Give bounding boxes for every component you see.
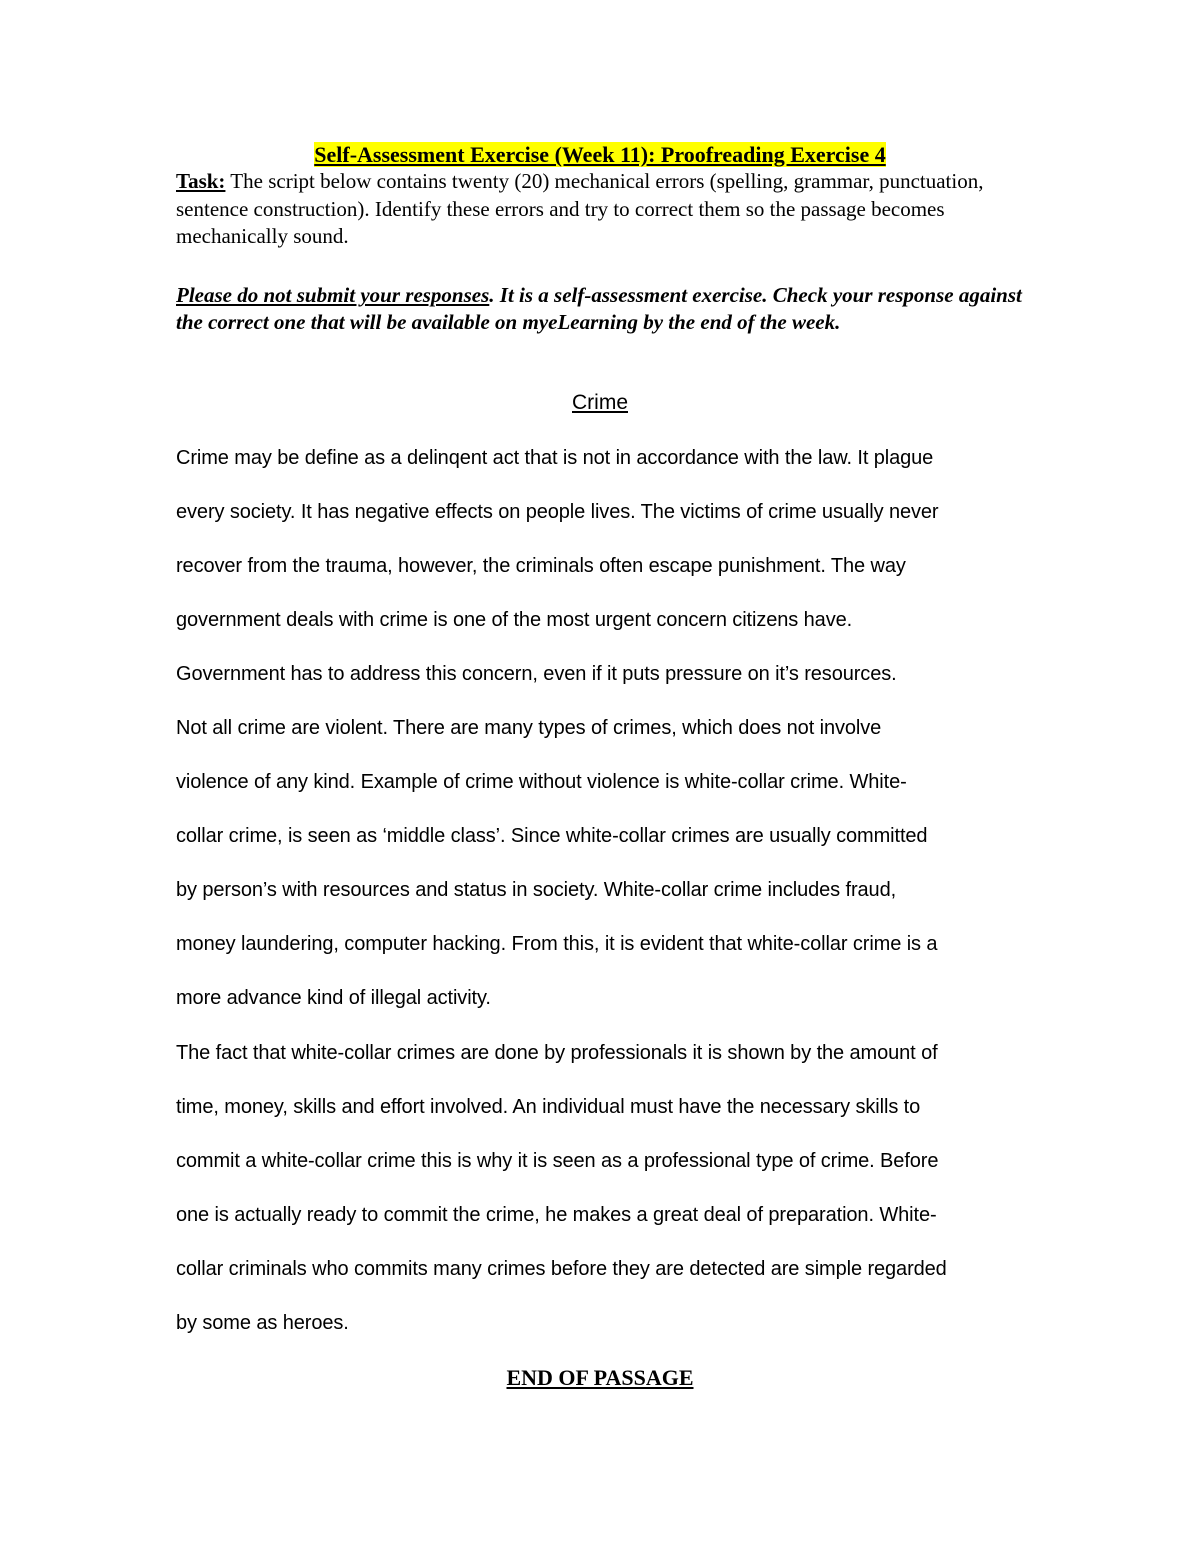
- exercise-title-text: Self-Assessment Exercise (Week 11): Proofreading Exercise 4: [314, 142, 886, 167]
- passage-line: time, money, skills and effort involved. An individual must have the necessary skills to: [176, 1096, 921, 1118]
- passage-line: collar criminals who commits many crimes before they are detected are simple regarded: [176, 1258, 947, 1280]
- task-text: The script below contains twenty (20) mechanical errors (spelling, grammar, punctuation, sentence construction). Identify these errors and try to correct them so the passage becomes mechanically sound.: [176, 169, 984, 248]
- passage-line: government deals with crime is one of the most urgent concern citizens have.: [176, 609, 853, 631]
- passage-line: recover from the trauma, however, the criminals often escape punishment. The way: [176, 555, 906, 577]
- exercise-title: [0, 141, 1200, 169]
- passage-line: Not all crime are violent. There are many types of crimes, which does not involve: [176, 717, 882, 739]
- passage-line: Government has to address this concern, even if it puts pressure on it’s resources.: [176, 663, 897, 685]
- notice-lead: Please do not submit your responses: [176, 283, 490, 307]
- passage-title: Crime: [572, 391, 628, 414]
- notice-rest: . It is a self-assessment exercise. Check your response against the correct one that will be available on myeLearning by the end of the week.: [176, 283, 1022, 334]
- passage-line: by person’s with resources and status in society. White-collar crime includes fraud,: [176, 879, 897, 901]
- task-instructions: [176, 168, 1026, 251]
- passage-line: more advance kind of illegal activity.: [176, 987, 491, 1009]
- passage-line: by some as heroes.: [176, 1312, 349, 1334]
- passage-line: violence of any kind. Example of crime without violence is white-collar crime. White-: [176, 771, 907, 793]
- passage-line: money laundering, computer hacking. From this, it is evident that white-collar crime is a: [176, 933, 938, 955]
- passage-line: collar crime, is seen as ‘middle class’. Since white-collar crimes are usually committed: [176, 825, 928, 847]
- end-of-passage: END OF PASSAGE: [506, 1365, 694, 1390]
- task-label: Task:: [176, 169, 226, 193]
- passage-line: one is actually ready to commit the crime, he makes a great deal of preparation. White-: [176, 1204, 937, 1226]
- passage-line: commit a white-collar crime this is why it is seen as a professional type of crime. Before: [176, 1150, 939, 1172]
- passage-line: The fact that white-collar crimes are done by professionals it is shown by the amount of: [176, 1042, 938, 1064]
- submission-notice: [176, 282, 1026, 336]
- passage-line: Crime may be define as a delinqent act that is not in accordance with the law. It plague: [176, 447, 934, 469]
- passage-line: every society. It has negative effects on people lives. The victims of crime usually never: [176, 501, 939, 523]
